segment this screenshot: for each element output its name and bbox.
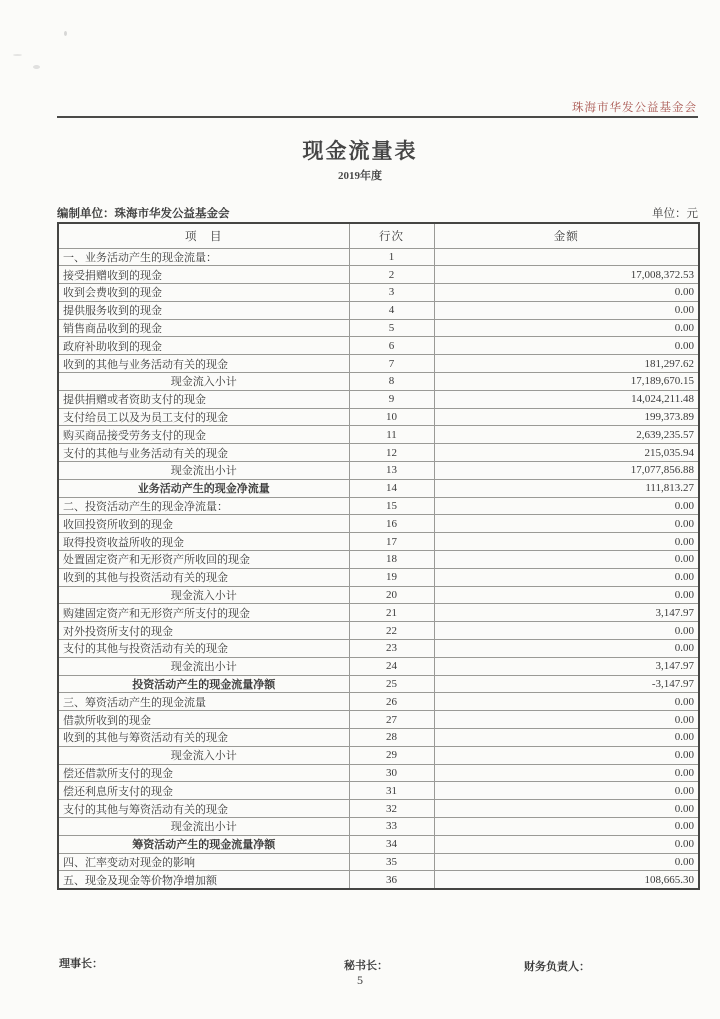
page-title: 现金流量表 (302, 139, 418, 163)
table-row (58, 497, 699, 515)
table-meta-row (57, 205, 698, 221)
row-line-no-cell: 19 (349, 568, 434, 586)
row-item-cell: 现金流入小计 (58, 746, 349, 764)
row-line-no-cell: 12 (349, 444, 434, 462)
table-row (58, 711, 699, 729)
row-item-cell: 对外投资所支付的现金 (58, 622, 349, 640)
row-item-cell: 偿还利息所支付的现金 (58, 782, 349, 800)
row-amount-cell: 215,035.94 (434, 444, 699, 462)
row-amount-cell: 0.00 (434, 764, 699, 782)
row-item-cell: 二、投资活动产生的现金净流量： (58, 497, 349, 515)
table-row (58, 373, 699, 391)
row-line-no-cell: 2 (349, 266, 434, 284)
row-amount-cell: 0.00 (434, 586, 699, 604)
row-item-cell: 支付的其他与业务活动有关的现金 (58, 444, 349, 462)
organization-header: 珠海市华发公益基金会 (572, 102, 697, 114)
page-number: 5 (357, 973, 363, 987)
row-item-cell: 销售商品收到的现金 (58, 319, 349, 337)
row-line-no-cell: 31 (349, 782, 434, 800)
table-row (58, 675, 699, 693)
row-item-cell: 支付的其他与投资活动有关的现金 (58, 640, 349, 658)
table-row (58, 782, 699, 800)
table-row (58, 657, 699, 675)
row-line-no-cell: 34 (349, 835, 434, 853)
row-amount-cell: 0.00 (434, 835, 699, 853)
row-line-no-cell: 21 (349, 604, 434, 622)
row-line-no-cell: 32 (349, 800, 434, 818)
row-line-no-cell: 26 (349, 693, 434, 711)
prepared-by-label: 编制单位：珠海市华发公益基金会 (57, 208, 230, 220)
row-amount-cell: 0.00 (434, 551, 699, 569)
report-period: 2019年度 (338, 170, 382, 182)
row-item-cell: 现金流出小计 (58, 818, 349, 836)
table-row (58, 355, 699, 373)
row-amount-cell: 14,024,211.48 (434, 390, 699, 408)
row-item-cell: 政府补助收到的现金 (58, 337, 349, 355)
row-item-cell: 现金流出小计 (58, 657, 349, 675)
table-row (58, 746, 699, 764)
table-header-row (58, 223, 699, 248)
row-amount-cell: 0.00 (434, 284, 699, 302)
row-line-no-cell: 18 (349, 551, 434, 569)
table-row (58, 764, 699, 782)
row-amount-cell: 0.00 (434, 782, 699, 800)
table-row (58, 426, 699, 444)
row-item-cell: 收到的其他与投资活动有关的现金 (58, 568, 349, 586)
table-row (58, 284, 699, 302)
row-amount-cell: 199,373.89 (434, 408, 699, 426)
table-row (58, 301, 699, 319)
row-item-cell: 业务活动产生的现金净流量 (58, 479, 349, 497)
row-amount-cell: 0.00 (434, 533, 699, 551)
row-line-no-cell: 27 (349, 711, 434, 729)
row-amount-cell: 0.00 (434, 515, 699, 533)
row-line-no-cell: 14 (349, 479, 434, 497)
row-line-no-cell: 15 (349, 497, 434, 515)
column-header-line-no: 行次 (349, 223, 434, 248)
scan-artifact (33, 65, 40, 69)
row-line-no-cell: 23 (349, 640, 434, 658)
table-row (58, 729, 699, 747)
row-item-cell: 收到会费收到的现金 (58, 284, 349, 302)
row-amount-cell: 0.00 (434, 693, 699, 711)
row-item-cell: 收回投资所收到的现金 (58, 515, 349, 533)
row-amount-cell: 0.00 (434, 746, 699, 764)
table-row (58, 390, 699, 408)
cash-flow-table (57, 222, 700, 890)
table-row (58, 533, 699, 551)
row-item-cell: 筹资活动产生的现金流量净额 (58, 835, 349, 853)
row-amount-cell: 0.00 (434, 622, 699, 640)
row-amount-cell: 0.00 (434, 729, 699, 747)
row-item-cell: 四、汇率变动对现金的影响 (58, 853, 349, 871)
row-line-no-cell: 1 (349, 248, 434, 266)
table-row (58, 515, 699, 533)
row-amount-cell: 0.00 (434, 301, 699, 319)
row-amount-cell: 3,147.97 (434, 604, 699, 622)
table-row (58, 266, 699, 284)
row-item-cell: 支付的其他与筹资活动有关的现金 (58, 800, 349, 818)
row-item-cell: 处置固定资产和无形资产所收回的现金 (58, 551, 349, 569)
row-line-no-cell: 3 (349, 284, 434, 302)
table-row (58, 479, 699, 497)
row-line-no-cell: 22 (349, 622, 434, 640)
row-item-cell: 五、现金及现金等价物净增加额 (58, 871, 349, 889)
table-row (58, 818, 699, 836)
table-row (58, 871, 699, 889)
row-line-no-cell: 25 (349, 675, 434, 693)
row-item-cell: 现金流出小计 (58, 462, 349, 480)
table-row (58, 604, 699, 622)
table-row (58, 319, 699, 337)
row-item-cell: 支付给员工以及为员工支付的现金 (58, 408, 349, 426)
row-line-no-cell: 4 (349, 301, 434, 319)
table-row (58, 551, 699, 569)
column-header-item: 项 目 (58, 223, 349, 248)
row-item-cell: 收到的其他与业务活动有关的现金 (58, 355, 349, 373)
row-amount-cell: 17,008,372.53 (434, 266, 699, 284)
row-item-cell: 购买商品接受劳务支付的现金 (58, 426, 349, 444)
row-amount-cell: 0.00 (434, 818, 699, 836)
table-row (58, 408, 699, 426)
row-item-cell: 提供服务收到的现金 (58, 301, 349, 319)
table-row (58, 853, 699, 871)
table-row (58, 444, 699, 462)
row-item-cell: 提供捐赠或者资助支付的现金 (58, 390, 349, 408)
row-item-cell: 收到的其他与筹资活动有关的现金 (58, 729, 349, 747)
scan-artifact (13, 54, 22, 56)
row-amount-cell: 108,665.30 (434, 871, 699, 889)
row-line-no-cell: 20 (349, 586, 434, 604)
row-line-no-cell: 7 (349, 355, 434, 373)
row-line-no-cell: 5 (349, 319, 434, 337)
secretary-label: 秘书长： (344, 960, 388, 972)
row-line-no-cell: 36 (349, 871, 434, 889)
row-amount-cell (434, 248, 699, 266)
table-row (58, 568, 699, 586)
column-header-amount: 金额 (434, 223, 699, 248)
row-item-cell: 购建固定资产和无形资产所支付的现金 (58, 604, 349, 622)
scan-artifact (64, 31, 67, 36)
row-item-cell: 现金流入小计 (58, 586, 349, 604)
row-amount-cell: 0.00 (434, 800, 699, 818)
table-row (58, 800, 699, 818)
row-amount-cell: 111,813.27 (434, 479, 699, 497)
row-amount-cell: 2,639,235.57 (434, 426, 699, 444)
table-row (58, 462, 699, 480)
row-line-no-cell: 33 (349, 818, 434, 836)
table-row (58, 586, 699, 604)
header-divider (57, 116, 698, 118)
row-amount-cell: 0.00 (434, 497, 699, 515)
row-line-no-cell: 29 (349, 746, 434, 764)
row-item-cell: 偿还借款所支付的现金 (58, 764, 349, 782)
row-amount-cell: -3,147.97 (434, 675, 699, 693)
row-amount-cell: 0.00 (434, 640, 699, 658)
row-amount-cell: 0.00 (434, 853, 699, 871)
table-row (58, 835, 699, 853)
row-item-cell: 借款所收到的现金 (58, 711, 349, 729)
row-line-no-cell: 16 (349, 515, 434, 533)
row-line-no-cell: 11 (349, 426, 434, 444)
table-row (58, 693, 699, 711)
unit-label: 单位：元 (652, 208, 698, 220)
table-row (58, 248, 699, 266)
row-amount-cell: 0.00 (434, 711, 699, 729)
table-body (58, 248, 699, 889)
table-row (58, 337, 699, 355)
row-line-no-cell: 35 (349, 853, 434, 871)
row-line-no-cell: 17 (349, 533, 434, 551)
row-line-no-cell: 24 (349, 657, 434, 675)
row-amount-cell: 3,147.97 (434, 657, 699, 675)
row-amount-cell: 17,189,670.15 (434, 373, 699, 391)
row-item-cell: 接受捐赠收到的现金 (58, 266, 349, 284)
row-item-cell: 现金流入小计 (58, 373, 349, 391)
row-line-no-cell: 10 (349, 408, 434, 426)
row-amount-cell: 0.00 (434, 568, 699, 586)
row-line-no-cell: 9 (349, 390, 434, 408)
row-item-cell: 三、筹资活动产生的现金流量 (58, 693, 349, 711)
row-amount-cell: 181,297.62 (434, 355, 699, 373)
row-item-cell: 一、业务活动产生的现金流量： (58, 248, 349, 266)
row-line-no-cell: 13 (349, 462, 434, 480)
row-item-cell: 取得投资收益所收的现金 (58, 533, 349, 551)
table-row (58, 640, 699, 658)
row-line-no-cell: 28 (349, 729, 434, 747)
finance-officer-label: 财务负责人： (524, 961, 590, 973)
row-amount-cell: 17,077,856.88 (434, 462, 699, 480)
table-row (58, 622, 699, 640)
row-amount-cell: 0.00 (434, 319, 699, 337)
chairman-label: 理事长： (59, 958, 103, 970)
row-line-no-cell: 30 (349, 764, 434, 782)
row-item-cell: 投资活动产生的现金流量净额 (58, 675, 349, 693)
row-line-no-cell: 8 (349, 373, 434, 391)
row-line-no-cell: 6 (349, 337, 434, 355)
row-amount-cell: 0.00 (434, 337, 699, 355)
